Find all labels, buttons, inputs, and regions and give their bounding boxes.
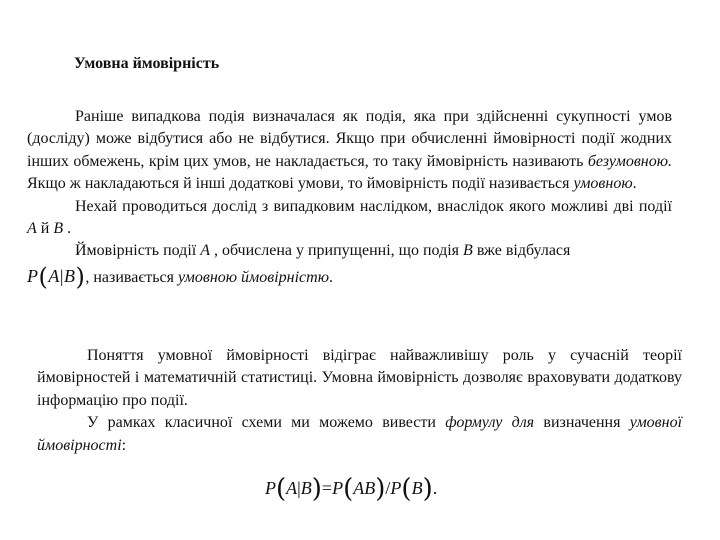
inline-formula: [27, 262, 86, 291]
paragraph-conditional-probability: [27, 240, 672, 262]
event-b: B: [53, 220, 64, 238]
paragraph-text: Раніше випадкова подія визначалася як подія, яка при здійсненні сукупності умов (досліду) може відбутися або не відбутися. Якщо при обчисленні ймовірності події жодних інших обмежень, крім цих умов, не накладається, то таку ймовірність називають: [27, 108, 672, 170]
formula-bar: |: [59, 265, 64, 286]
paragraph-formula-intro: [37, 412, 682, 457]
formula-period: .: [432, 478, 438, 498]
term-conditional-probability: умовною ймовірністю: [177, 268, 329, 286]
right-paren: ): [422, 474, 433, 504]
formula-equals: =: [321, 478, 333, 498]
left-paren: (: [343, 474, 354, 504]
formula-ab: AB: [353, 478, 376, 498]
text-block-definition: [27, 106, 672, 289]
paragraph-text: вже відбулася: [472, 242, 571, 260]
formula-bar: |: [297, 478, 301, 498]
conditional-probability-notation-line: [27, 262, 672, 291]
paragraph-text: , обчислена у припущенні, що подія: [210, 242, 464, 260]
left-paren: (: [38, 262, 49, 291]
text-block-importance: [37, 345, 682, 457]
paragraph-importance: Поняття умовної ймовірності відіграє найважливішу роль у сучасній теорії ймовірностей і математичній статистиці. Умовна ймовірність дозволяє враховувати додаткову інформацію про події.: [37, 347, 682, 409]
formula-p: P: [390, 478, 402, 498]
punctuation: .: [63, 220, 72, 238]
formula-p: P: [27, 265, 39, 286]
left-paren: (: [401, 474, 412, 504]
punctuation: :: [121, 436, 127, 454]
paragraph-text: Нехай проводиться дослід з випадковим наслідком, внаслідок якого можливі дві події: [75, 197, 672, 215]
conditional-probability-formula: [265, 474, 437, 504]
paragraph-text: , називається: [85, 268, 178, 286]
term-conditional: умовною: [573, 175, 633, 193]
formula-b: B: [300, 478, 312, 498]
paragraph-experiment: [27, 196, 672, 241]
formula-p: P: [265, 478, 276, 498]
event-a: A: [200, 242, 210, 260]
right-paren: ): [75, 262, 86, 291]
paragraph-text: Якщо ж накладаються й інші додаткові умови, то ймовірність події називається: [27, 175, 574, 193]
formula-b: B: [63, 265, 76, 286]
event-a: A: [27, 220, 37, 238]
section-title: Умовна ймовірність: [74, 55, 220, 72]
conjunction: й: [36, 220, 54, 238]
term-unconditional: безумовною.: [587, 152, 672, 170]
paragraph-unconditional: [27, 106, 672, 196]
formula-a: A: [48, 265, 60, 286]
formula-a: A: [286, 478, 298, 498]
right-paren: ): [375, 474, 386, 504]
event-b: B: [463, 242, 473, 260]
punctuation: .: [632, 175, 637, 193]
punctuation: .: [328, 268, 333, 286]
paragraph-text: визначення: [534, 414, 630, 432]
term-formula: формулу для: [445, 414, 535, 432]
paragraph-text: У рамках класичної схеми ми можемо вивести: [87, 414, 446, 432]
formula-p: P: [332, 478, 344, 498]
left-paren: (: [276, 474, 287, 504]
paragraph-text: Ймовірність події: [75, 242, 201, 260]
formula-b: B: [411, 478, 423, 498]
term-conditional-probability: умовної ймовірності: [37, 414, 683, 454]
right-paren: ): [311, 474, 322, 504]
formula-slash: /: [385, 478, 391, 498]
